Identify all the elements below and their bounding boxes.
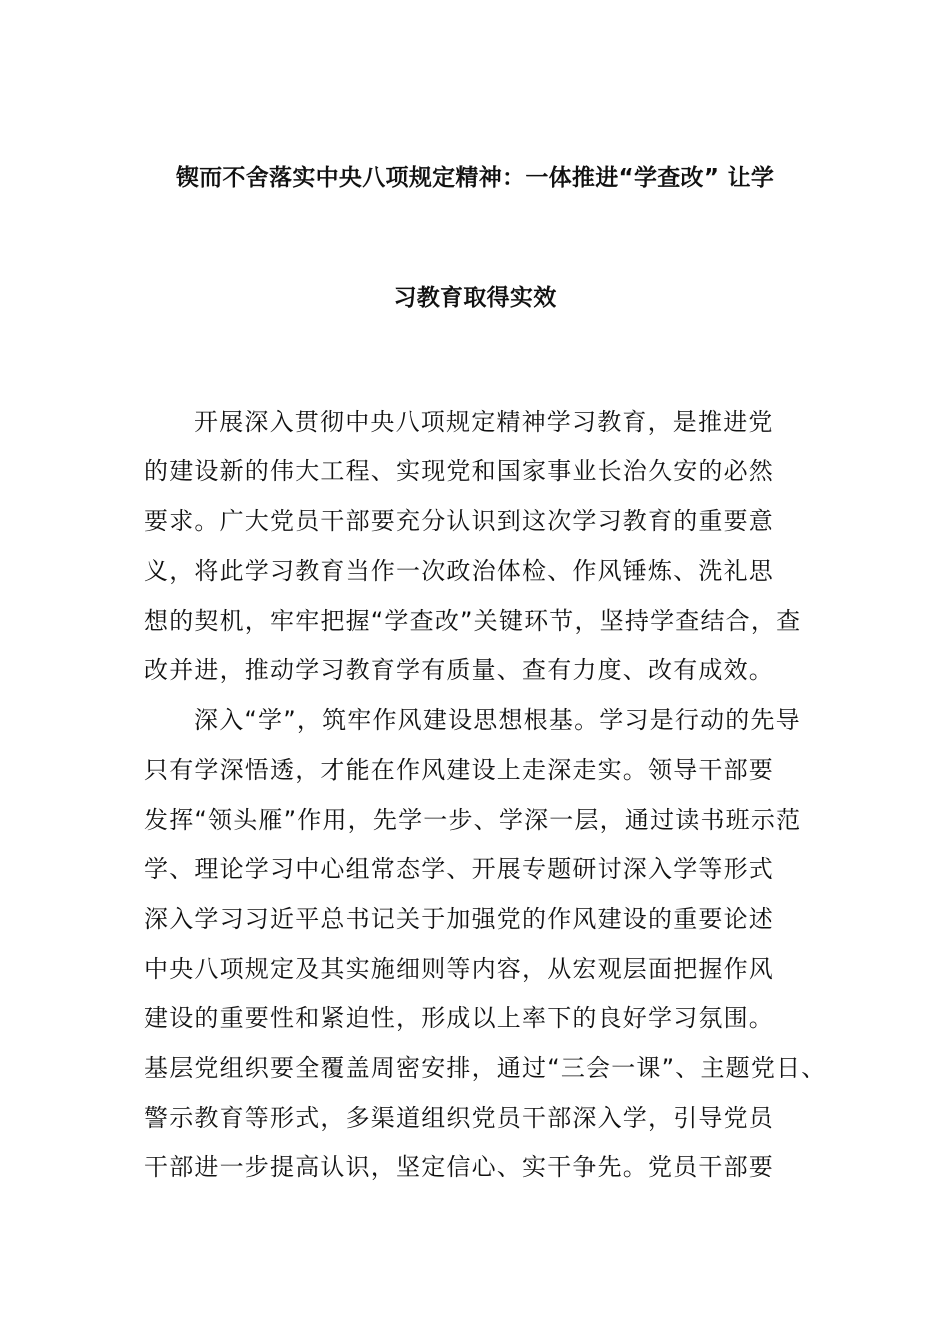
paragraph-2-line-7: 建设的重要性和紧迫性，形成以上率下的良好学习氛围。 bbox=[144, 1004, 774, 1032]
document-title-line-1: 锲而不舍落实中央八项规定精神：一体推进“学查改” 让学 bbox=[175, 165, 775, 191]
document-title-line-2: 习教育取得实效 bbox=[393, 285, 557, 311]
paragraph-1-line-2: 的建设新的伟大工程、实现党和国家事业长治久安的必然 bbox=[144, 457, 774, 485]
paragraph-2-line-8: 基层党组织要全覆盖周密安排，通过“三会一课”、主题党日、 bbox=[144, 1054, 827, 1082]
paragraph-2-line-9: 警示教育等形式，多渠道组织党员干部深入学，引导党员 bbox=[144, 1104, 774, 1132]
paragraph-2-line-3: 发挥“领头雁”作用，先学一步、学深一层，通过读书班示范 bbox=[144, 806, 802, 834]
paragraph-2-line-4: 学、理论学习中心组常态学、开展专题研讨深入学等形式 bbox=[144, 855, 774, 883]
paragraph-1-line-1: 开展深入贯彻中央八项规定精神学习教育，是推进党 bbox=[194, 408, 774, 436]
paragraph-1-line-6: 改并进，推动学习教育学有质量、查有力度、改有成效。 bbox=[144, 656, 774, 684]
paragraph-2-line-10: 干部进一步提高认识，坚定信心、实干争先。党员干部要 bbox=[144, 1153, 774, 1181]
paragraph-1-line-3: 要求。广大党员干部要充分认识到这次学习教育的重要意 bbox=[144, 507, 774, 535]
paragraph-2-line-5: 深入学习习近平总书记关于加强党的作风建设的重要论述 bbox=[144, 905, 774, 933]
paragraph-2-line-6: 中央八项规定及其实施细则等内容，从宏观层面把握作风 bbox=[144, 955, 774, 983]
paragraph-2-line-2: 只有学深悟透，才能在作风建设上走深走实。领导干部要 bbox=[144, 756, 774, 784]
paragraph-2-line-1: 深入“学”，筑牢作风建设思想根基。学习是行动的先导 bbox=[194, 706, 801, 734]
paragraph-1-line-5: 想的契机，牢牢把握“学查改”关键环节，坚持学查结合，查 bbox=[144, 607, 802, 635]
paragraph-1-line-4: 义，将此学习教育当作一次政治体检、作风锤炼、洗礼思 bbox=[144, 557, 774, 585]
